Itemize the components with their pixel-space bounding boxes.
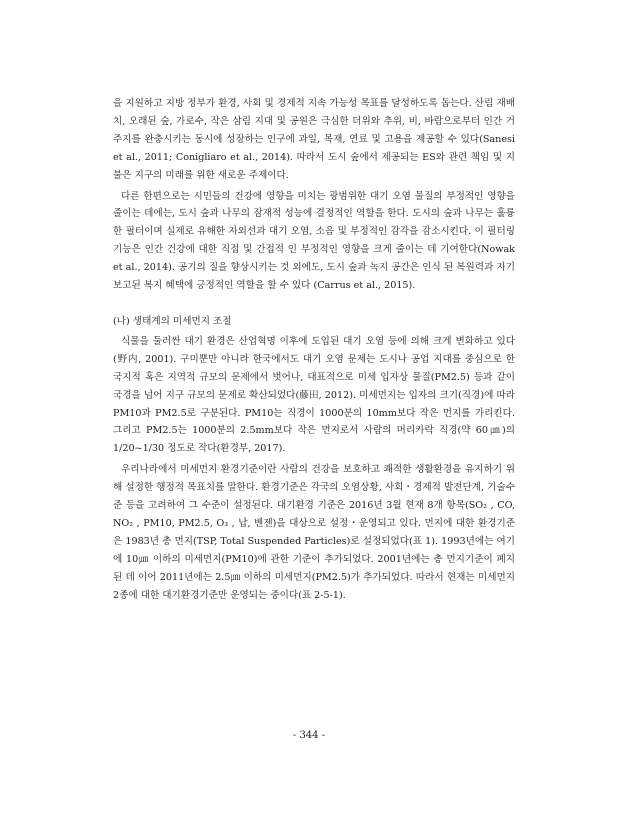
document-body bbox=[113, 95, 515, 604]
paragraph-fine-dust-standards: 우리나라에서 미세먼지 환경기준이란 사람의 건강을 보호하고 쾌적한 생활환경을 유지하기 위해 설정한 행정적 목표치를 말한다. 환경기준은 각국의 오염상황, 사회・경제적 발전단계, 기술수준 등을 고려하여 그 수준이 설정된다. 대기환경 기준은 2016년 3월 현재 8개 항목(SO₂ , CO, NO₂ , PM10, PM2.5, O₃ , 납, 벤젠)을 대상으로 설정・운영되고 있다. 먼지에 대한 환경기준은 1983년 총 먼지(TSP, Total Suspended Particles)로 설정되었다(표 1). 1993년에는 여기에 10㎛ 이하의 미세먼지(PM10)에 관한 기준이 추가되었다. 2001년에는 총 먼지기준이 폐지된 데 이어 2011년에는 2.5㎛ 이하의 미세먼지(PM2.5)가 추가되었다. 따라서 현재는 미세먼지 2종에 대한 대기환경기준만 운영되는 중이다(표 2-5-1). bbox=[113, 464, 515, 601]
page-number: - 344 - bbox=[292, 730, 326, 741]
paragraph-fine-dust-definition: 식물을 둘러싼 대기 환경은 산업혁명 이후에 도입된 대기 오염 등에 의해 크게 변화하고 있다(野内, 2001). 구미뿐만 아니라 한국에서도 대기 오염 문제는 도시나 공업 지대를 중심으로 한 국지적 혹은 지역적 규모의 문제에서 벗어나, 대표적으로 미세 입자상 물질(PM2.5) 등과 같이 국경을 넘어 지구 규모의 문제로 확산되었다(藤田, 2012). 미세먼지는 입자의 크기(직경)에 따라 PM10과 PM2.5로 구분된다. PM10는 직경이 1000분의 10mm보다 작은 먼지를 가리킨다. 그리고 PM2.5는 1000분의 2.5mm보다 작은 먼지로서 사람의 머리카락 직경(약 60㎛)의 1/20~1/30 정도로 작다(환경부, 2017). bbox=[113, 335, 515, 455]
section-heading: (나) 생태계의 미세먼지 조절 bbox=[113, 315, 232, 327]
paragraph-air-pollution-filter: 다른 한편으로는 시민들의 건강에 영향을 미치는 광범위한 대기 오염 물질의 부정적인 영향을 줄이는 데에는, 도시 숲과 나무의 잠재적 성능에 결정적인 역할을 한다. 도시의 숲과 나무는 훌륭한 필터이며 실제로 유해한 자외선과 대기 오염, 소음 및 부정적인 감각을 감소시킨다. 이 필터링 기능은 인간 건강에 대한 직접 및 간접적 인 부정적인 영향을 크게 줄이는 데 기여한다(Nowak et al., 2014). 공기의 질을 향상시키는 것 외에도, 도시 숲과 녹지 공간은 인식 된 복원력과 자기 보고된 복지 혜택에 긍정적인 역할을 할 수 있다 (Carrus et al., 2015). bbox=[113, 190, 515, 292]
paragraph-urban-forest-benefits: 을 지원하고 지방 정부가 환경, 사회 및 경제적 지속 가능성 목표를 달성하도록 돕는다. 산림 재배치, 오래된 숲, 가로수, 작은 삼림 지대 및 공원은 극심한 더위와 추위, 비, 바람으로부터 인간 거주지를 완충시키는 동시에 성장하는 인구에 과일, 목재, 연료 및 고용을 제공할 수 있다(Sanesi et al., 2011; Conigliaro et al., 2014). 따라서 도시 숲에서 제공되는 ES와 관련 책임 및 지불은 지구의 미래를 위한 새로운 주제이다. bbox=[113, 98, 515, 181]
